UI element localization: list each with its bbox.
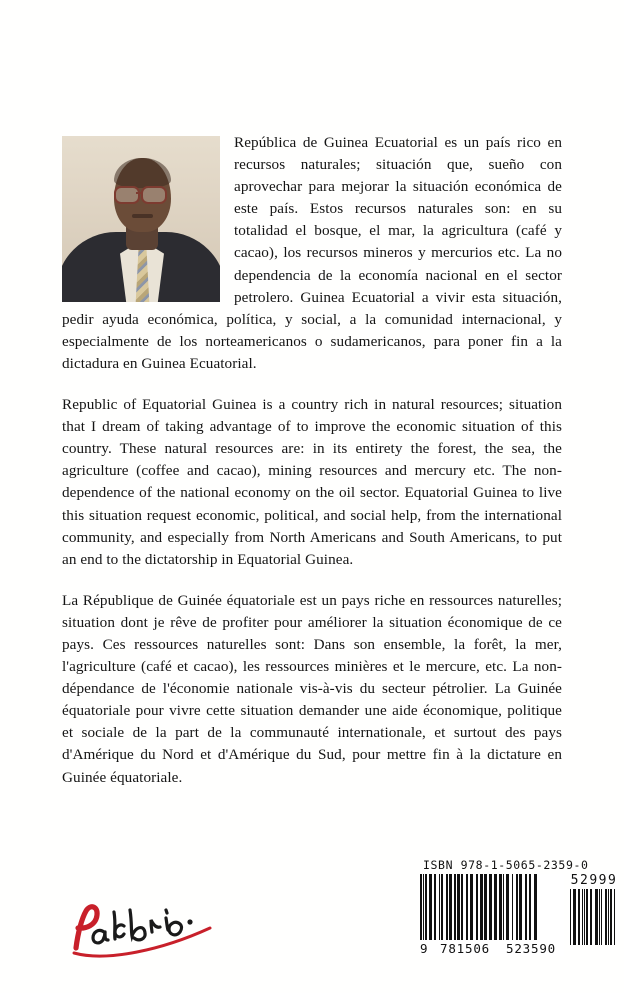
- ean13-bars: [420, 874, 564, 940]
- barcode-block: [420, 858, 618, 956]
- price-addon-bars: [570, 889, 618, 945]
- portrait-glasses-bridge: [136, 192, 141, 194]
- author-photo: [62, 136, 220, 302]
- author-photo-image: [62, 136, 220, 302]
- ean13-digits: [420, 941, 564, 956]
- ean13-right-digits: 523590: [506, 941, 556, 956]
- isbn-text: ISBN 978-1-5065-2359-0: [423, 858, 589, 872]
- blurb-paragraph-spanish: República de Guinea Ecuatorial es un país rico en recursos naturales; situación que, sueño con aprovechar para mejorar la situación económica de este país. Estos recursos naturales son: en su totalidad el bosque, el mar, la agricultura (café y cacao), los recursos mineros y mercurios etc. La no dependencia de la economía nacional en el sector petrolero. Guinea Ecuatorial a vivir esta situación, pedir ayuda económica, política, y social, a la comunidad internacional, y especialmente de los norteamericanos o sudamericanos, para poner fin a la dictadura en Guinea Ecuatorial.: [62, 134, 562, 372]
- ean13-barcode: [420, 874, 564, 956]
- portrait-glasses-left: [114, 186, 140, 204]
- price-addon-digits: 52999: [570, 873, 618, 888]
- portrait-glasses-right: [141, 186, 167, 204]
- portrait-mouth-shape: [132, 214, 153, 218]
- ean13-left-digits: 781506: [440, 941, 490, 956]
- palibrio-logo-icon: [62, 902, 232, 964]
- barcode-row: [420, 873, 618, 956]
- blurb-paragraph-french: La République de Guinée équatoriale est un pays riche en ressources naturelles; situation dont je rêve de profiter pour améliorer la situation économique de ce pays. Ces ressources naturelles sont: Dans son ensemble, la forêt, la mer, l'agriculture (café et cacao), les ressources minières et le mercure, etc. La non-dépendance de l'économie nationale vis-à-vis du secteur pétrolier. La Guinée équatoriale pour vivre cette situation demander une aide économique, politique et sociale de la part de la communauté internationale, et surtout des pays d'Amérique du Nord et d'Amérique du Sud, pour mettre fin à la dictature en Guinée équatoriale.: [62, 591, 562, 786]
- price-addon-barcode: [570, 874, 618, 945]
- publisher-logo: [62, 902, 232, 964]
- blurb-content: [62, 132, 562, 789]
- portrait-hair-shape: [114, 158, 171, 188]
- blurb-paragraph-english: Republic of Equatorial Guinea is a country rich in natural resources; situation that I dream of taking advantage of to improve the economic situation of this country. These natural resources are: in its entirety the forest, the sea, the agriculture (coffee and cacao), mining resources and mercury etc. The non-dependence of the national economy on the oil sector. Equatorial Guinea to live this situation request economic, political, and social help, from the international community, and especially from North Americans and South Americans, to put an end to the dictatorship in Equatorial Guinea.: [62, 396, 562, 568]
- ean13-lead-digit: 9: [420, 941, 429, 956]
